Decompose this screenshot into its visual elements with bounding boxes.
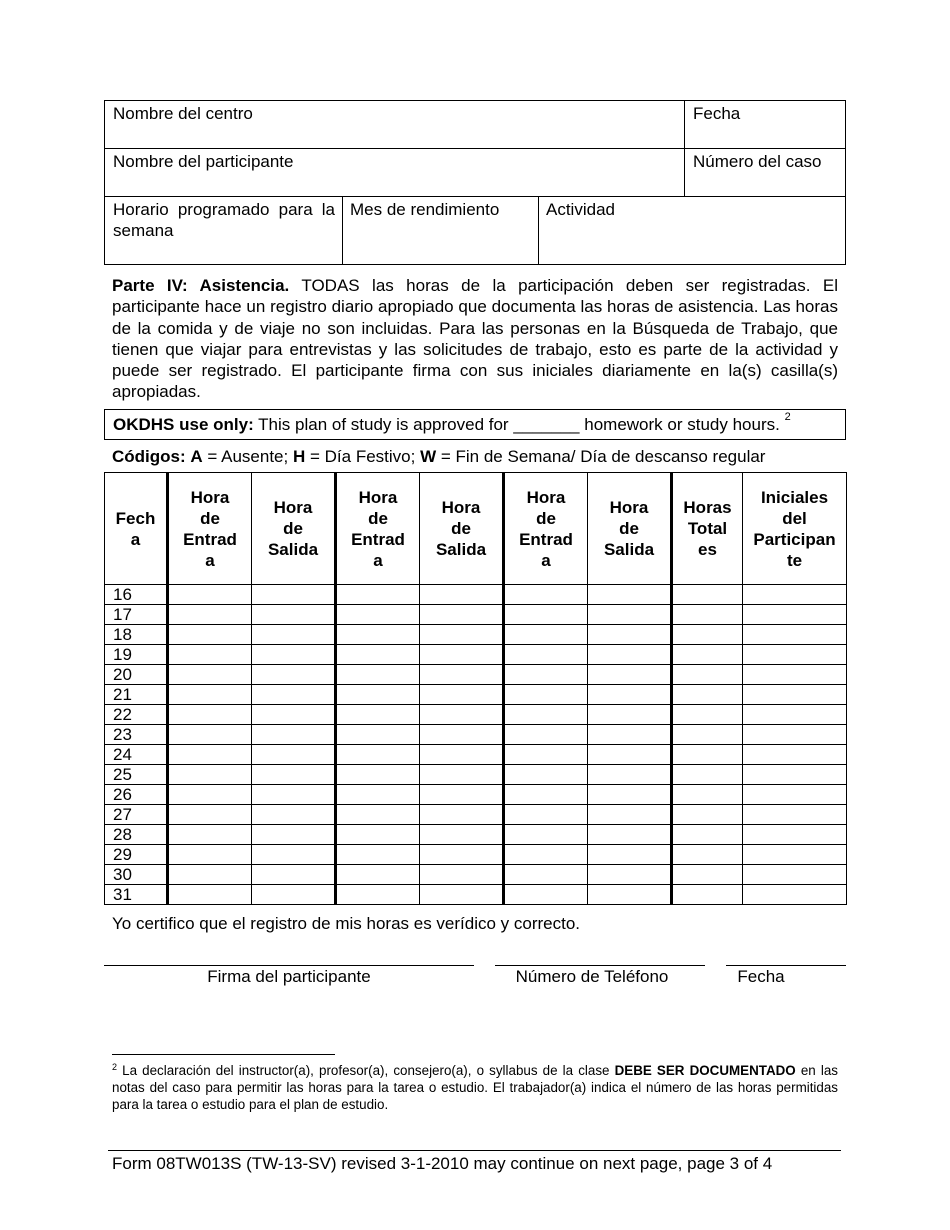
entry-cell[interactable] <box>588 865 672 885</box>
entry-cell[interactable] <box>336 605 420 625</box>
footnote-bold: DEBE SER DOCUMENTADO <box>614 1063 796 1078</box>
entry-cell[interactable] <box>588 845 672 865</box>
day-cell: 27 <box>105 805 168 825</box>
entry-cell[interactable] <box>588 725 672 745</box>
part-iv-heading: Parte IV: Asistencia. <box>112 276 290 295</box>
entry-cell[interactable] <box>420 865 504 885</box>
entry-cell[interactable] <box>336 685 420 705</box>
footnote <box>112 1062 838 1113</box>
signature-date-label: Fecha <box>737 967 785 986</box>
entry-cell[interactable] <box>743 725 847 745</box>
day-cell: 20 <box>105 665 168 685</box>
entry-cell[interactable] <box>168 825 252 845</box>
entry-cell[interactable] <box>504 625 588 645</box>
entry-cell[interactable] <box>672 725 743 745</box>
entry-cell[interactable] <box>420 605 504 625</box>
code-w-text: = Fin de Semana/ Día de descanso regular <box>440 447 766 466</box>
entry-cell[interactable] <box>743 865 847 885</box>
entry-cell[interactable] <box>743 605 847 625</box>
entry-cell[interactable] <box>252 625 336 645</box>
table-row <box>105 845 847 865</box>
entry-cell[interactable] <box>504 705 588 725</box>
day-cell: 23 <box>105 725 168 745</box>
entry-cell[interactable] <box>336 765 420 785</box>
entry-cell[interactable] <box>743 645 847 665</box>
day-cell: 17 <box>105 605 168 625</box>
entry-cell[interactable] <box>743 885 847 905</box>
entry-cell[interactable] <box>672 745 743 765</box>
entry-cell[interactable] <box>252 845 336 865</box>
table-row <box>105 645 847 665</box>
entry-cell[interactable] <box>672 885 743 905</box>
entry-cell[interactable] <box>672 825 743 845</box>
entry-cell[interactable] <box>504 825 588 845</box>
weekly-schedule-field[interactable] <box>113 199 335 241</box>
table-row <box>105 765 847 785</box>
entry-cell[interactable] <box>420 665 504 685</box>
entry-cell[interactable] <box>743 685 847 705</box>
entry-cell[interactable] <box>672 805 743 825</box>
phone-number-label: Número de Teléfono <box>515 967 669 986</box>
performance-month-field[interactable] <box>350 199 499 220</box>
entry-cell[interactable] <box>336 625 420 645</box>
day-cell: 28 <box>105 825 168 845</box>
entry-cell[interactable] <box>168 745 252 765</box>
entry-cell[interactable] <box>168 705 252 725</box>
day-cell: 19 <box>105 645 168 665</box>
entry-cell[interactable] <box>336 585 420 605</box>
entry-cell[interactable] <box>420 745 504 765</box>
okdhs-text-before: This plan of study is approved for <box>258 415 509 434</box>
table-row <box>105 665 847 685</box>
entry-cell[interactable] <box>252 685 336 705</box>
center-name-label: Nombre del centro <box>113 104 253 123</box>
table-row <box>105 745 847 765</box>
entry-cell[interactable] <box>672 585 743 605</box>
table-row <box>105 685 847 705</box>
entry-cell[interactable] <box>743 665 847 685</box>
entry-cell[interactable] <box>672 785 743 805</box>
table-row <box>105 785 847 805</box>
entry-cell[interactable] <box>252 885 336 905</box>
day-cell: 25 <box>105 765 168 785</box>
date-label: Fecha <box>693 104 741 123</box>
day-cell: 18 <box>105 625 168 645</box>
entry-cell[interactable] <box>252 605 336 625</box>
day-cell: 21 <box>105 685 168 705</box>
entry-cell[interactable] <box>420 585 504 605</box>
entry-cell[interactable] <box>252 645 336 665</box>
day-cell: 29 <box>105 845 168 865</box>
entry-cell[interactable] <box>672 705 743 725</box>
code-h-key: H <box>292 447 306 466</box>
entry-cell[interactable] <box>743 845 847 865</box>
footer-rule <box>108 1150 841 1151</box>
entry-cell[interactable] <box>168 605 252 625</box>
entry-cell[interactable] <box>504 585 588 605</box>
entry-cell[interactable] <box>420 845 504 865</box>
entry-cell[interactable] <box>252 765 336 785</box>
entry-cell[interactable] <box>420 725 504 745</box>
entry-cell[interactable] <box>336 725 420 745</box>
entry-cell[interactable] <box>743 805 847 825</box>
entry-cell[interactable] <box>420 705 504 725</box>
entry-cell[interactable] <box>168 665 252 685</box>
entry-cell[interactable] <box>336 705 420 725</box>
table-row <box>105 825 847 845</box>
entry-cell[interactable] <box>588 665 672 685</box>
entry-cell[interactable] <box>588 585 672 605</box>
table-row <box>105 585 847 605</box>
center-name-field[interactable] <box>113 103 253 124</box>
day-cell: 26 <box>105 785 168 805</box>
participant-name-field[interactable] <box>113 151 293 172</box>
entry-cell[interactable] <box>336 665 420 685</box>
entry-cell[interactable] <box>336 805 420 825</box>
entry-cell[interactable] <box>168 845 252 865</box>
weekly-schedule-label: Horario programado para la semana <box>113 200 335 240</box>
column-header: Hora de Entrad a <box>168 473 252 585</box>
entry-cell[interactable] <box>336 645 420 665</box>
entry-cell[interactable] <box>743 585 847 605</box>
form-footer: Form 08TW013S (TW-13-SV) revised 3-1-2010 may continue on next page, page 3 of 4 <box>112 1154 773 1173</box>
table-row <box>105 865 847 885</box>
entry-cell[interactable] <box>336 745 420 765</box>
entry-cell[interactable] <box>336 825 420 845</box>
table-row <box>105 605 847 625</box>
codes-legend <box>112 446 765 467</box>
entry-cell[interactable] <box>588 745 672 765</box>
codes-label: Códigos: <box>112 447 186 466</box>
entry-cell[interactable] <box>336 865 420 885</box>
column-header: Iniciales del Participan te <box>743 473 847 585</box>
day-cell: 30 <box>105 865 168 885</box>
entry-cell[interactable] <box>588 705 672 725</box>
approved-hours-blank[interactable]: _______ <box>513 415 580 434</box>
table-row <box>105 885 847 905</box>
case-number-field[interactable] <box>693 151 822 172</box>
entry-cell[interactable] <box>420 645 504 665</box>
footnote-number: 2 <box>112 1062 118 1072</box>
activity-label: Actividad <box>546 200 615 219</box>
entry-cell[interactable] <box>588 805 672 825</box>
entry-cell[interactable] <box>168 805 252 825</box>
entry-cell[interactable] <box>168 685 252 705</box>
entry-cell[interactable] <box>588 765 672 785</box>
entry-cell[interactable] <box>504 805 588 825</box>
okdhs-use-only-box <box>104 409 846 440</box>
part-iv-text: TODAS las horas de la participación deben ser registradas. El participante hace un registro diario apropiado que documenta las horas de asistencia. Las horas de la comida y de viaje no son incluidas. Para las personas en la Búsqueda de Trabajo, que tienen que viajar para entrevistas y las solicitudes de trabajo, esto es parte de la actividad y puede ser registrado. El participante firma con sus iniciales diariamente en la(s) casilla(s) apropiadas. <box>112 276 838 402</box>
entry-cell[interactable] <box>672 605 743 625</box>
code-a-key: A <box>190 447 203 466</box>
entry-cell[interactable] <box>504 645 588 665</box>
entry-cell[interactable] <box>252 745 336 765</box>
column-header: Hora de Salida <box>252 473 336 585</box>
table-row <box>105 625 847 645</box>
entry-cell[interactable] <box>743 745 847 765</box>
entry-cell[interactable] <box>168 885 252 905</box>
entry-cell[interactable] <box>252 665 336 685</box>
entry-cell[interactable] <box>504 845 588 865</box>
entry-cell[interactable] <box>504 765 588 785</box>
entry-cell[interactable] <box>168 645 252 665</box>
entry-cell[interactable] <box>672 845 743 865</box>
activity-field[interactable] <box>546 199 615 220</box>
entry-cell[interactable] <box>168 625 252 645</box>
entry-cell[interactable] <box>168 865 252 885</box>
entry-cell[interactable] <box>168 725 252 745</box>
entry-cell[interactable] <box>743 785 847 805</box>
entry-cell[interactable] <box>168 585 252 605</box>
entry-cell[interactable] <box>588 605 672 625</box>
okdhs-text-after: homework or study hours. <box>584 415 780 434</box>
entry-cell[interactable] <box>252 705 336 725</box>
entry-cell[interactable] <box>252 805 336 825</box>
entry-cell[interactable] <box>588 785 672 805</box>
entry-cell[interactable] <box>336 885 420 905</box>
entry-cell[interactable] <box>252 725 336 745</box>
certification-statement: Yo certifico que el registro de mis horas es verídico y correcto. <box>112 914 581 933</box>
entry-cell[interactable] <box>420 825 504 845</box>
attendance-table <box>104 472 847 905</box>
day-cell: 16 <box>105 585 168 605</box>
entry-cell[interactable] <box>672 645 743 665</box>
entry-cell[interactable] <box>504 885 588 905</box>
column-header: Hora de Salida <box>588 473 672 585</box>
entry-cell[interactable] <box>672 865 743 885</box>
attendance-instructions <box>112 275 838 403</box>
entry-cell[interactable] <box>168 785 252 805</box>
entry-cell[interactable] <box>672 665 743 685</box>
footnote-text-after: en las notas del caso para permitir las horas para la tarea o estudio. El trabajador(a) indica el número de las horas permitidas para la tarea o estudio para el plan de estudio. <box>112 1063 838 1112</box>
entry-cell[interactable] <box>743 625 847 645</box>
table-row <box>105 805 847 825</box>
case-number-label: Número del caso <box>693 152 822 171</box>
entry-cell[interactable] <box>743 765 847 785</box>
entry-cell[interactable] <box>504 725 588 745</box>
footnote-reference: 2 <box>784 411 791 423</box>
entry-cell[interactable] <box>672 765 743 785</box>
entry-cell[interactable] <box>588 625 672 645</box>
entry-cell[interactable] <box>336 785 420 805</box>
entry-cell[interactable] <box>252 785 336 805</box>
entry-cell[interactable] <box>743 825 847 845</box>
day-cell: 31 <box>105 885 168 905</box>
entry-cell[interactable] <box>588 685 672 705</box>
column-header: Hora de Entrad a <box>504 473 588 585</box>
participant-signature-label: Firma del participante <box>207 967 371 986</box>
entry-cell[interactable] <box>743 705 847 725</box>
entry-cell[interactable] <box>504 785 588 805</box>
header-info-box <box>104 100 846 265</box>
entry-cell[interactable] <box>588 885 672 905</box>
entry-cell[interactable] <box>504 685 588 705</box>
entry-cell[interactable] <box>588 645 672 665</box>
table-row <box>105 705 847 725</box>
performance-month-label: Mes de rendimiento <box>350 200 500 219</box>
code-h-text: = Día Festivo; <box>309 447 416 466</box>
entry-cell[interactable] <box>672 625 743 645</box>
day-cell: 22 <box>105 705 168 725</box>
entry-cell[interactable] <box>420 685 504 705</box>
entry-cell[interactable] <box>168 765 252 785</box>
entry-cell[interactable] <box>252 825 336 845</box>
column-header: Horas Total es <box>672 473 743 585</box>
entry-cell[interactable] <box>420 785 504 805</box>
entry-cell[interactable] <box>504 605 588 625</box>
entry-cell[interactable] <box>420 885 504 905</box>
entry-cell[interactable] <box>252 865 336 885</box>
column-header: Fech a <box>105 473 168 585</box>
entry-cell[interactable] <box>252 585 336 605</box>
entry-cell[interactable] <box>420 765 504 785</box>
date-field[interactable] <box>693 103 740 124</box>
entry-cell[interactable] <box>504 865 588 885</box>
footnote-text-before: La declaración del instructor(a), profesor(a), consejero(a), o syllabus de la clase <box>122 1063 610 1078</box>
entry-cell[interactable] <box>420 625 504 645</box>
column-header: Hora de Entrad a <box>336 473 420 585</box>
participant-name-label: Nombre del participante <box>113 152 294 171</box>
column-header: Hora de Salida <box>420 473 504 585</box>
okdhs-label: OKDHS use only: <box>113 415 254 434</box>
entry-cell[interactable] <box>504 665 588 685</box>
day-cell: 24 <box>105 745 168 765</box>
code-a-text: = Ausente; <box>207 447 289 466</box>
entry-cell[interactable] <box>336 845 420 865</box>
entry-cell[interactable] <box>672 685 743 705</box>
code-w-key: W <box>420 447 437 466</box>
entry-cell[interactable] <box>504 745 588 765</box>
entry-cell[interactable] <box>588 825 672 845</box>
footnote-separator <box>112 1054 335 1055</box>
table-row <box>105 725 847 745</box>
entry-cell[interactable] <box>420 805 504 825</box>
table-header-row <box>105 473 847 585</box>
